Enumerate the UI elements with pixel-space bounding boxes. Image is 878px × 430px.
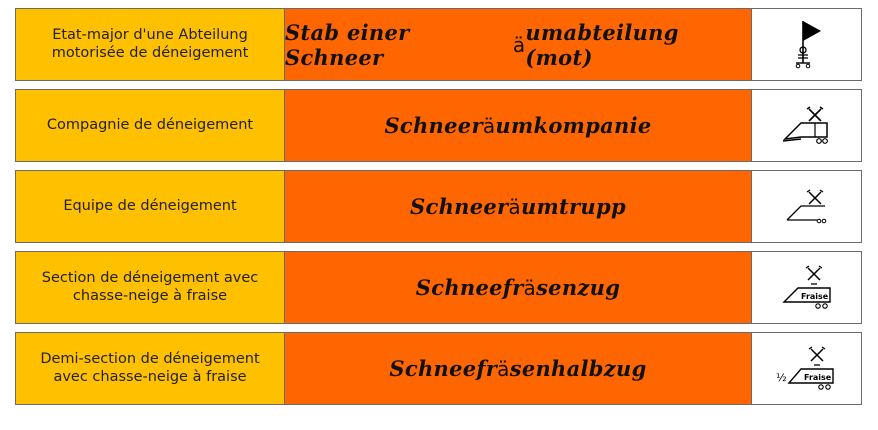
german-label-part: umabteilung (mot): [525, 19, 679, 70]
table-row: [15, 251, 862, 324]
german-label-part: Schneefr: [389, 356, 498, 381]
german-label-part: umkompanie: [495, 113, 652, 138]
table-row: [15, 170, 862, 243]
french-label: Etat-major d'une Abteilung motorisée de déneigement: [16, 9, 285, 80]
fraise-text: Fraise: [800, 291, 828, 301]
german-label-umlaut: ä: [508, 194, 521, 219]
snow-clearing-team-icon: [779, 184, 835, 230]
german-label-umlaut: ä: [497, 356, 510, 381]
table-row: [15, 89, 862, 162]
french-label: Section de déneigement avec chasse-neige à fraise: [16, 252, 285, 323]
symbol-table: [15, 8, 862, 413]
german-label: [285, 9, 752, 80]
half-fraction-text: ½: [775, 370, 787, 384]
german-label: [285, 333, 752, 404]
german-label-part: senhalbzug: [509, 356, 647, 381]
german-label-part: Schneefr: [415, 275, 524, 300]
snow-blower-half-platoon-icon: [775, 345, 839, 393]
table-row: [15, 332, 862, 405]
german-label-part: Schneer: [410, 194, 509, 219]
german-label-umlaut: ä: [482, 113, 496, 138]
german-label: [285, 252, 752, 323]
german-label-part: Stab einer Schneer: [285, 19, 410, 70]
snow-clearing-company-icon: [779, 103, 835, 149]
symbol-cell: [752, 171, 861, 242]
snow-blower-platoon-icon: [778, 264, 836, 312]
german-label: [285, 171, 752, 242]
fraise-text: Fraise: [803, 372, 831, 382]
german-label-umlaut: ä: [512, 32, 526, 57]
table-row: [15, 8, 862, 81]
symbol-cell: [752, 9, 861, 80]
german-label-umlaut: ä: [523, 275, 537, 300]
french-label: Demi-section de déneigement avec chasse-neige à fraise: [16, 333, 285, 404]
symbol-cell: [752, 252, 861, 323]
german-label-part: umtrupp: [520, 194, 626, 219]
german-label-part: senzug: [536, 275, 621, 300]
symbol-cell: [752, 90, 861, 161]
flag-staff-icon: [787, 17, 827, 73]
symbol-cell: [752, 333, 861, 404]
german-label-part: Schneer: [384, 113, 483, 138]
french-label: Equipe de déneigement: [16, 171, 285, 242]
french-label: Compagnie de déneigement: [16, 90, 285, 161]
german-label: [285, 90, 752, 161]
